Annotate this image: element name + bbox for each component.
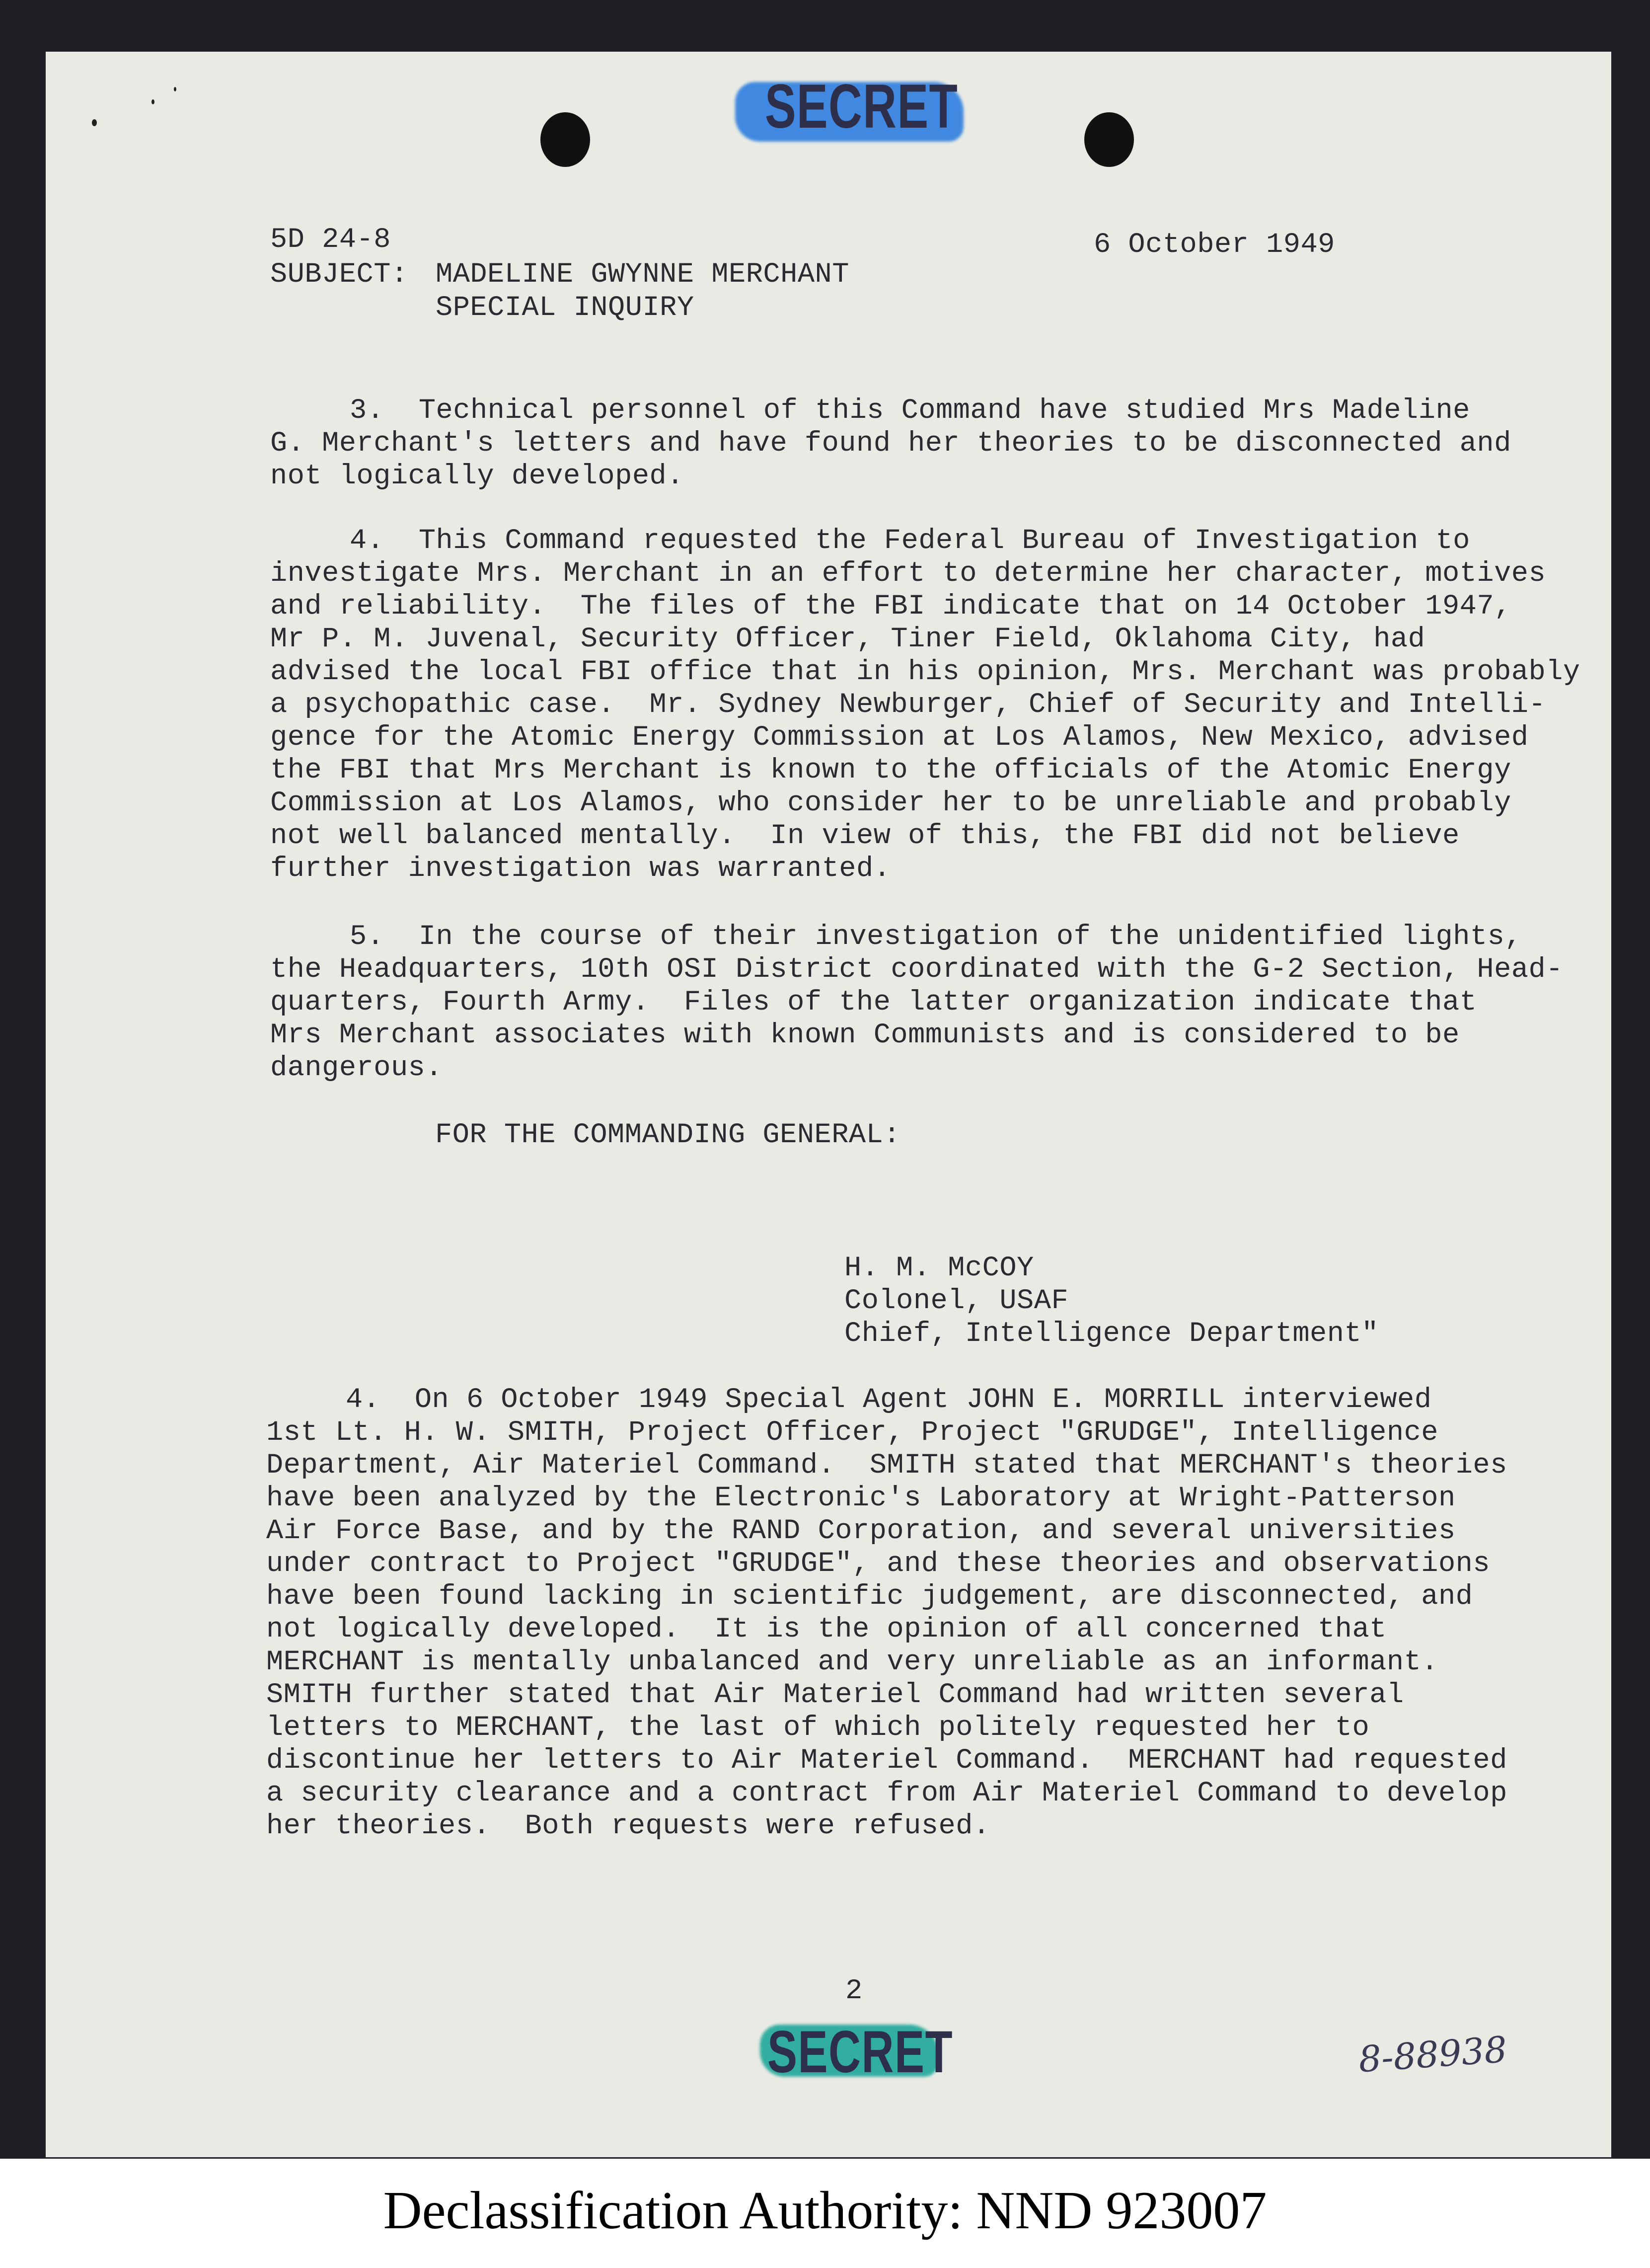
- text-line: 3. Technical personnel of this Command have studied Mrs Madeline: [350, 395, 1470, 427]
- text-line: dangerous.: [270, 1052, 443, 1084]
- text-line: 4. On 6 October 1949 Special Agent JOHN E. MORRILL interviewed: [346, 1384, 1432, 1416]
- text-line: Mr P. M. Juvenal, Security Officer, Tiner Field, Oklahoma City, had: [270, 624, 1425, 655]
- paragraph-4b: [266, 1384, 1507, 1843]
- text-line: Commission at Los Alamos, who consider her to be unreliable and probably: [270, 787, 1511, 819]
- text-line: not logically developed.: [270, 461, 684, 492]
- declassification-authority: Declassification Authority: NND 923007: [383, 2181, 1267, 2240]
- text-line: not logically developed. It is the opinion of all concerned that: [266, 1614, 1387, 1645]
- paragraph-5: [270, 921, 1563, 1085]
- text-line: and reliability. The files of the FBI indicate that on 14 October 1947,: [270, 591, 1511, 623]
- text-line: not well balanced mentally. In view of this, the FBI did not believe: [270, 820, 1460, 852]
- text-line: investigate Mrs. Merchant in an effort to determine her character, motives: [270, 558, 1546, 590]
- punch-hole-left: [540, 112, 590, 167]
- text-line: further investigation was warranted.: [270, 853, 891, 885]
- text-line: gence for the Atomic Energy Commission at Los Alamos, New Mexico, advised: [270, 722, 1529, 754]
- text-line: Air Force Base, and by the RAND Corporation, and several universities: [266, 1515, 1456, 1547]
- speck: [151, 99, 154, 104]
- signature-name: H. M. McCOY: [844, 1252, 1034, 1284]
- handwritten-number: 8-88938: [1357, 2028, 1508, 2081]
- closing-line: FOR THE COMMANDING GENERAL:: [435, 1119, 901, 1151]
- text-line: discontinue her letters to Air Materiel Command. MERCHANT had requested: [266, 1745, 1507, 1777]
- subject-line: MADELINE GWYNNE MERCHANT: [436, 259, 849, 291]
- secret-stamp-bottom: SECRET: [767, 2019, 954, 2085]
- text-line: Department, Air Materiel Command. SMITH stated that MERCHANT's theories: [266, 1450, 1507, 1482]
- text-line: letters to MERCHANT, the last of which politely requested her to: [266, 1712, 1370, 1744]
- text-line: G. Merchant's letters and have found her theories to be disconnected and: [270, 428, 1511, 460]
- text-line: 5. In the course of their investigation of the unidentified lights,: [350, 921, 1522, 953]
- text-line: 1st Lt. H. W. SMITH, Project Officer, Project "GRUDGE", Intelligence: [266, 1417, 1438, 1449]
- text-line: quarters, Fourth Army. Files of the latter organization indicate that: [270, 987, 1477, 1018]
- file-number: 5D 24-8: [270, 224, 391, 256]
- text-line: the Headquarters, 10th OSI District coordinated with the G-2 Section, Head-: [270, 954, 1563, 986]
- text-line: a security clearance and a contract from Air Materiel Command to develop: [266, 1778, 1507, 1809]
- subject-label: SUBJECT:: [270, 259, 408, 291]
- text-line: Mrs Merchant associates with known Communists and is considered to be: [270, 1019, 1460, 1051]
- page-number: 2: [845, 1975, 863, 2007]
- text-line: the FBI that Mrs Merchant is known to the officials of the Atomic Energy: [270, 755, 1511, 786]
- signature-title: Chief, Intelligence Department": [844, 1318, 1379, 1350]
- text-line: 4. This Command requested the Federal Bureau of Investigation to: [350, 525, 1470, 557]
- text-line: under contract to Project "GRUDGE", and these theories and observations: [266, 1548, 1491, 1580]
- text-line: have been analyzed by the Electronic's Laboratory at Wright-Patterson: [266, 1483, 1456, 1514]
- secret-stamp-top: SECRET: [765, 72, 959, 141]
- paragraph-4: [270, 525, 1580, 885]
- text-line: have been found lacking in scientific judgement, are disconnected, and: [266, 1581, 1473, 1613]
- text-line: SMITH further stated that Air Materiel Command had written several: [266, 1679, 1404, 1711]
- speck: [92, 119, 97, 126]
- text-line: a psychopathic case. Mr. Sydney Newburger, Chief of Security and Intelli-: [270, 689, 1546, 721]
- document-date: 6 October 1949: [1094, 229, 1335, 261]
- subject-line: SPECIAL INQUIRY: [436, 292, 694, 324]
- text-line: advised the local FBI office that in his opinion, Mrs. Merchant was probably: [270, 656, 1580, 688]
- paragraph-3: [270, 394, 1511, 493]
- speck: [174, 87, 176, 91]
- signature-block: [844, 1252, 1379, 1350]
- signature-rank: Colonel, USAF: [844, 1285, 1069, 1317]
- punch-hole-right: [1084, 112, 1134, 167]
- text-line: MERCHANT is mentally unbalanced and very unreliable as an informant.: [266, 1646, 1438, 1678]
- text-line: her theories. Both requests were refused.: [266, 1810, 990, 1842]
